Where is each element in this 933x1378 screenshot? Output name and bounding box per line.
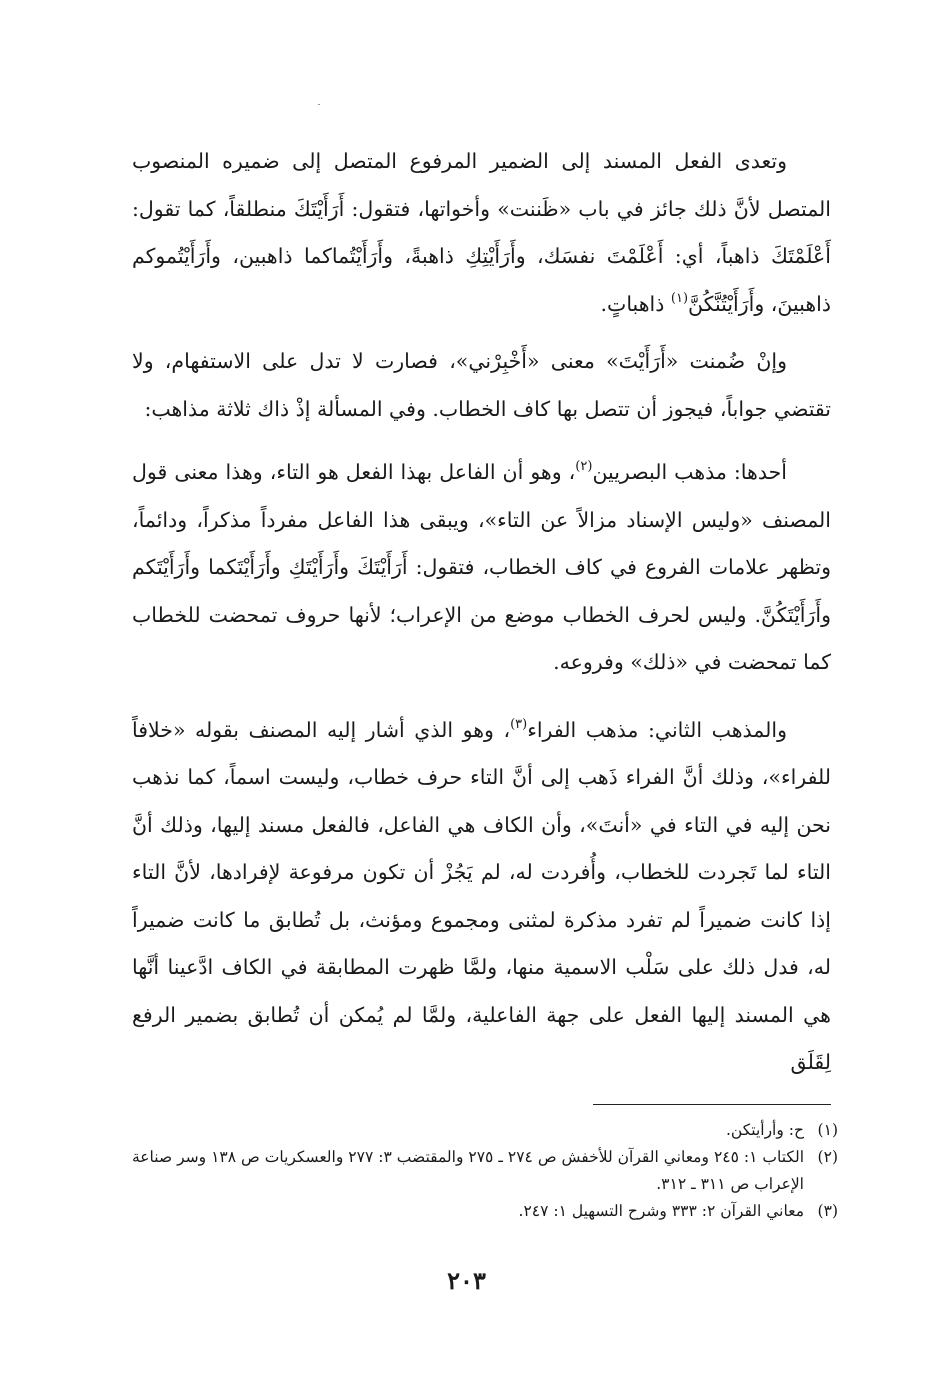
footnote-3-text: معاني القرآن ٢: ٣٣٣ وشرح التسهيل ١: ٢٤٧.: [518, 1202, 804, 1220]
paragraph-4: [132, 707, 831, 1087]
paragraph-1: [132, 138, 831, 328]
paragraph-1-text: وتعدى الفعل المسند إلى الضمير المرفوع المتصل إلى ضميره المنصوب المتصل لأنَّ ذلك جائز في باب «ظَننت» وأخواتها، فتقول: أَرَأَيْتَكَ منطلقاً، كما تقول: أَعْلَمْتَكَ ذاهباً، أي: أَعْلَمْتَ نفسَك، وأَرَأَيْتِكِ ذاهبةً، وأَرَأَيْتُماكما ذاهبين، وأَرَأَيْتُموكم ذاهبينَ، وأَرَأَيْتُنَّكُنَّ: [132, 149, 831, 316]
paragraph-4-text: والمذهب الثاني: مذهب الفراء: [527, 717, 787, 742]
footnote-ref-1: (١): [670, 290, 689, 306]
page-number: ٢٠٣: [447, 1266, 486, 1295]
paragraph-3-text-end: ، وهو أن الفاعل بهذا الفعل هو التاء، وهذا معنى قول المصنف «وليس الإسناد مزالاً عن التاء»، ويبقى هذا الفاعل مفرداً مذكراً، ودائماً، وتظهر علامات الفروع في كاف الخطاب، فتقول: أَرَأَيْتَكَ وأَرَأَيْتَكِ وأَرَأَيْتَكما وأَرَأَيْتَكم وأَرَأَيْتَكُنَّ. وليس لحرف الخطاب موضع من الإعراب؛ لأنها حروف تمحضت للخطاب كما تمحضت في «ذلك» وفروعه.: [132, 460, 831, 674]
paragraph-4-text-end: ، وهو الذي أشار إليه المصنف بقوله «خلافاً للفراء»، وذلك أنَّ الفراء ذَهب إلى أنَّ التاء حرف خطاب، وليست اسماً، كما نذهب نحن إليه في التاء في «أنتَ»، وأن الكاف هي الفاعل، فالفعل مسند إليها، وذلك أنَّ التاء لما تَجردت للخطاب، وأُفردت له، لم يَجُزْ أن تكون مرفوعة لإفرادها، لأنَّ التاء إذا كانت ضميراً لم تفرد مذكرة لمثنى ومجموع ومؤنث، بل تُطابق ما كانت ضميراً له، فدل ذلك على سَلْب الاسمية منها، ولمَّا ظهرت المطابقة في الكاف ادَّعينا أنَّها هي المسند إليها الفعل على جهة الفاعلية، ولمَّا لم يُمكن أن تُطابق بضمير الرفع لِقَلَق: [132, 717, 831, 1074]
paragraph-1-text-end: ذاهباتٍ.: [600, 291, 671, 316]
footnote-ref-2: (٢): [575, 459, 593, 474]
footnote-3-number: (٣): [817, 1202, 838, 1220]
footnote-separator: [593, 1104, 831, 1105]
top-mark: [318, 104, 320, 105]
footnote-ref-3: (٣): [510, 716, 528, 732]
footnotes: [132, 1117, 838, 1225]
paragraph-2: [132, 338, 831, 433]
footnote-2-number: (٢): [817, 1148, 838, 1166]
paragraph-3: [132, 449, 831, 687]
main-text: [132, 138, 831, 1103]
footnote-1-text: ح: وأرأيتكن.: [725, 1121, 804, 1139]
footnote-1-number: (١): [817, 1121, 838, 1139]
paragraph-2-text: وإنْ ضُمنت «أَرَأَيْتَ» معنى «أَخْبِرْني»، فصارت لا تدل على الاستفهام، ولا تقتضي جواباً، فيجوز أن تتصل بها كاف الخطاب. وفي المسألة إذْ ذاك ثلاثة مذاهب:: [132, 349, 831, 421]
footnote-2-text: الكتاب ١: ٢٤٥ ومعاني القرآن للأخفش ص ٢٧٤ ـ ٢٧٥ والمقتضب ٣: ٢٧٧ والعسكريات ص ١٣٨ وسر صناعة الإعراب ص ٣١١ ـ ٣١٢.: [132, 1148, 805, 1193]
paragraph-3-text: أحدها: مذهب البصريين: [592, 460, 787, 484]
footnote-2: [132, 1144, 838, 1198]
footnote-3: [132, 1198, 838, 1225]
footnote-1: [132, 1117, 838, 1144]
